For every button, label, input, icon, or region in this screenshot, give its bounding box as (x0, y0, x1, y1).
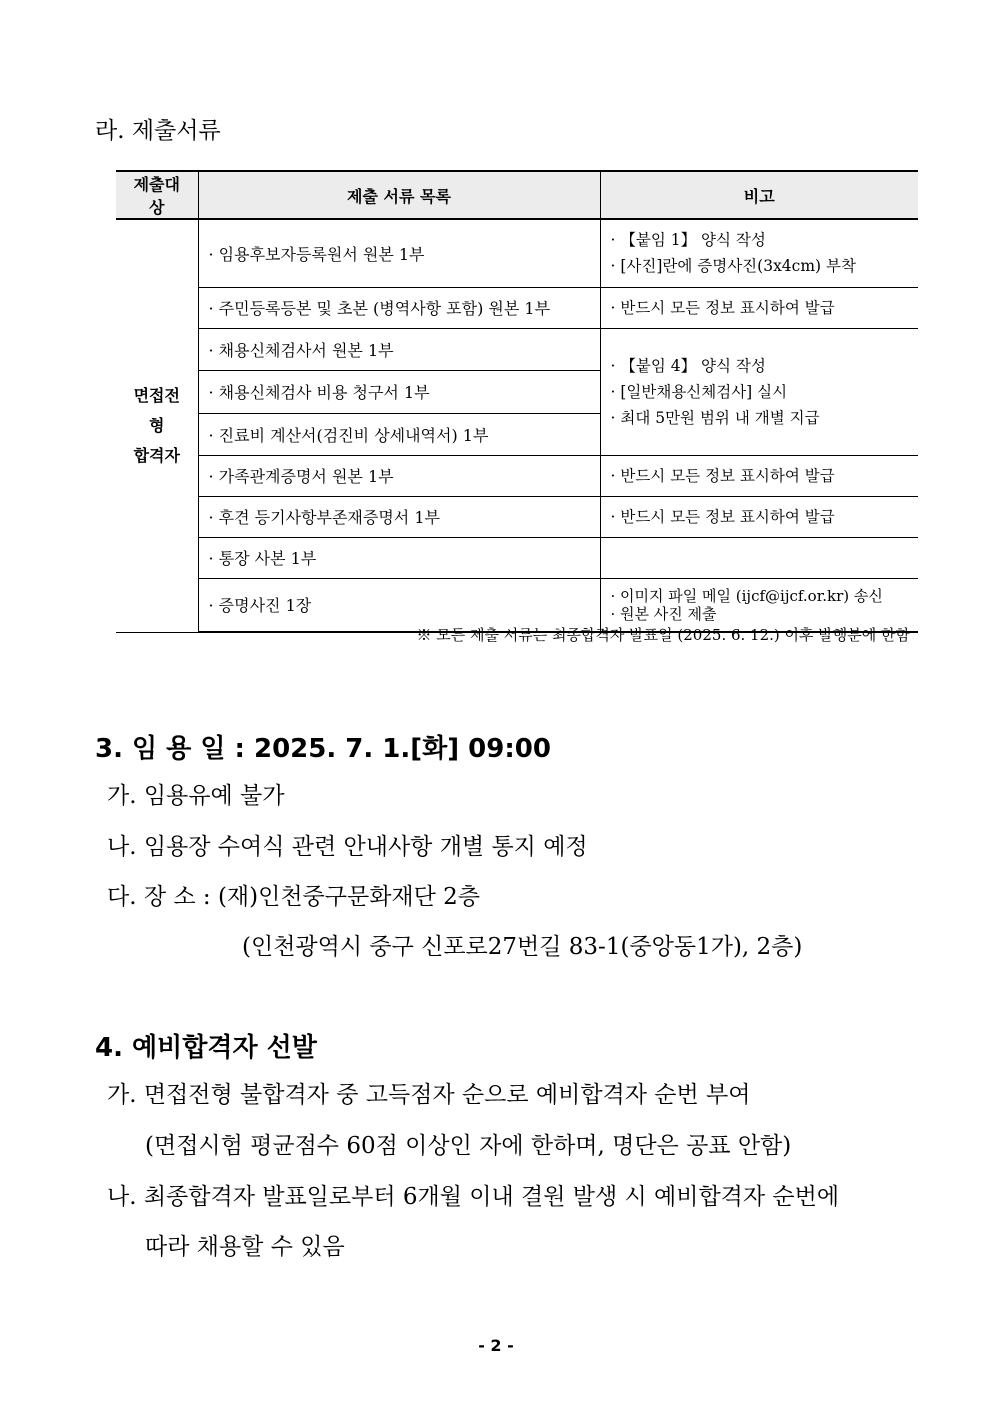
remark-line: · 이미지 파일 메일 (ijcf@ijcf.or.kr) 송신 (610, 586, 883, 605)
section4-heading: 4. 예비합격자 선발 (95, 1033, 317, 1063)
section3-item: 가. 임용유예 불가 (107, 783, 285, 809)
section4-item: 가. 면접전형 불합격자 중 고득점자 순으로 예비합격자 순번 부여 (107, 1082, 751, 1108)
section3-item: 나. 임용장 수여식 관련 안내사항 개별 통지 예정 (107, 834, 588, 860)
document-cell: · 주민등록등본 및 초본 (병역사항 포함) 원본 1부 (198, 287, 600, 328)
section4-item: 따라 채용할 수 있음 (145, 1234, 345, 1260)
document-cell: · 채용신체검사서 원본 1부 (198, 328, 600, 370)
table-row (116, 537, 918, 578)
remark-cell (600, 537, 918, 578)
target-cell (116, 219, 198, 632)
remark-line: · 최대 5만원 범위 내 개별 지급 (610, 408, 820, 427)
section4-item: 나. 최종합격자 발표일로부터 6개월 이내 결원 발생 시 예비합격자 순번에 (107, 1184, 840, 1210)
table-row (116, 328, 918, 370)
remark-line: · 【붙임 1】 양식 작성 (610, 231, 766, 250)
remark-cell (600, 455, 918, 496)
remark-line: · [사진]란에 증명사진(3x4cm) 부착 (610, 257, 856, 276)
document-cell: · 가족관계증명서 원본 1부 (198, 455, 600, 496)
section3-heading: 3. 임 용 일 : 2025. 7. 1.[화] 09:00 (95, 734, 551, 764)
section3-item: 다. 장 소 : (재)인천중구문화재단 2층 (107, 884, 481, 910)
table-row (116, 496, 918, 537)
header-remarks: 비고 (600, 171, 918, 219)
remark-cell (600, 219, 918, 287)
section4-item: (면접시험 평균점수 60점 이상인 자에 한하며, 명단은 공표 안함) (145, 1133, 792, 1159)
header-documents: 제출 서류 목록 (198, 171, 600, 219)
header-target: 제출대상 (116, 171, 198, 219)
document-cell: · 임용후보자등록원서 원본 1부 (198, 219, 600, 287)
table-row (116, 455, 918, 496)
document-cell: · 진료비 계산서(검진비 상세내역서) 1부 (198, 413, 600, 455)
section3-address: (인천광역시 중구 신포로27번길 83-1(중앙동1가), 2층) (242, 934, 803, 960)
table-row (116, 287, 918, 328)
table-header-row (116, 171, 918, 219)
remark-cell (600, 496, 918, 537)
remark-line: · [일반채용신체검사] 실시 (610, 382, 788, 401)
remark-cell (600, 287, 918, 328)
submission-documents-table (116, 170, 918, 633)
document-cell: · 후견 등기사항부존재증명서 1부 (198, 496, 600, 537)
submission-heading: 라. 제출서류 (95, 118, 221, 144)
remark-line: · 원본 사진 제출 (610, 604, 717, 623)
remark-line: · 반드시 모든 정보 표시하여 발급 (610, 507, 835, 526)
document-cell: · 채용신체검사 비용 청구서 1부 (198, 370, 600, 413)
remark-line: · 【붙임 4】 양식 작성 (610, 356, 766, 375)
remark-line: · 반드시 모든 정보 표시하여 발급 (610, 298, 835, 317)
page-number: - 2 - (478, 1336, 514, 1355)
remark-cell (600, 328, 918, 455)
document-cell: · 증명사진 1장 (198, 578, 600, 632)
target-line: 합격자 (133, 445, 180, 465)
table-footnote: ※ 모든 제출 서류는 최종합격자 발표일 (2025. 6. 12.) 이후 발행분에 한함 (416, 626, 910, 644)
target-line: 면접전형 (133, 385, 180, 435)
remark-line: · 반드시 모든 정보 표시하여 발급 (610, 466, 835, 485)
table-row (116, 219, 918, 287)
document-cell: · 통장 사본 1부 (198, 537, 600, 578)
